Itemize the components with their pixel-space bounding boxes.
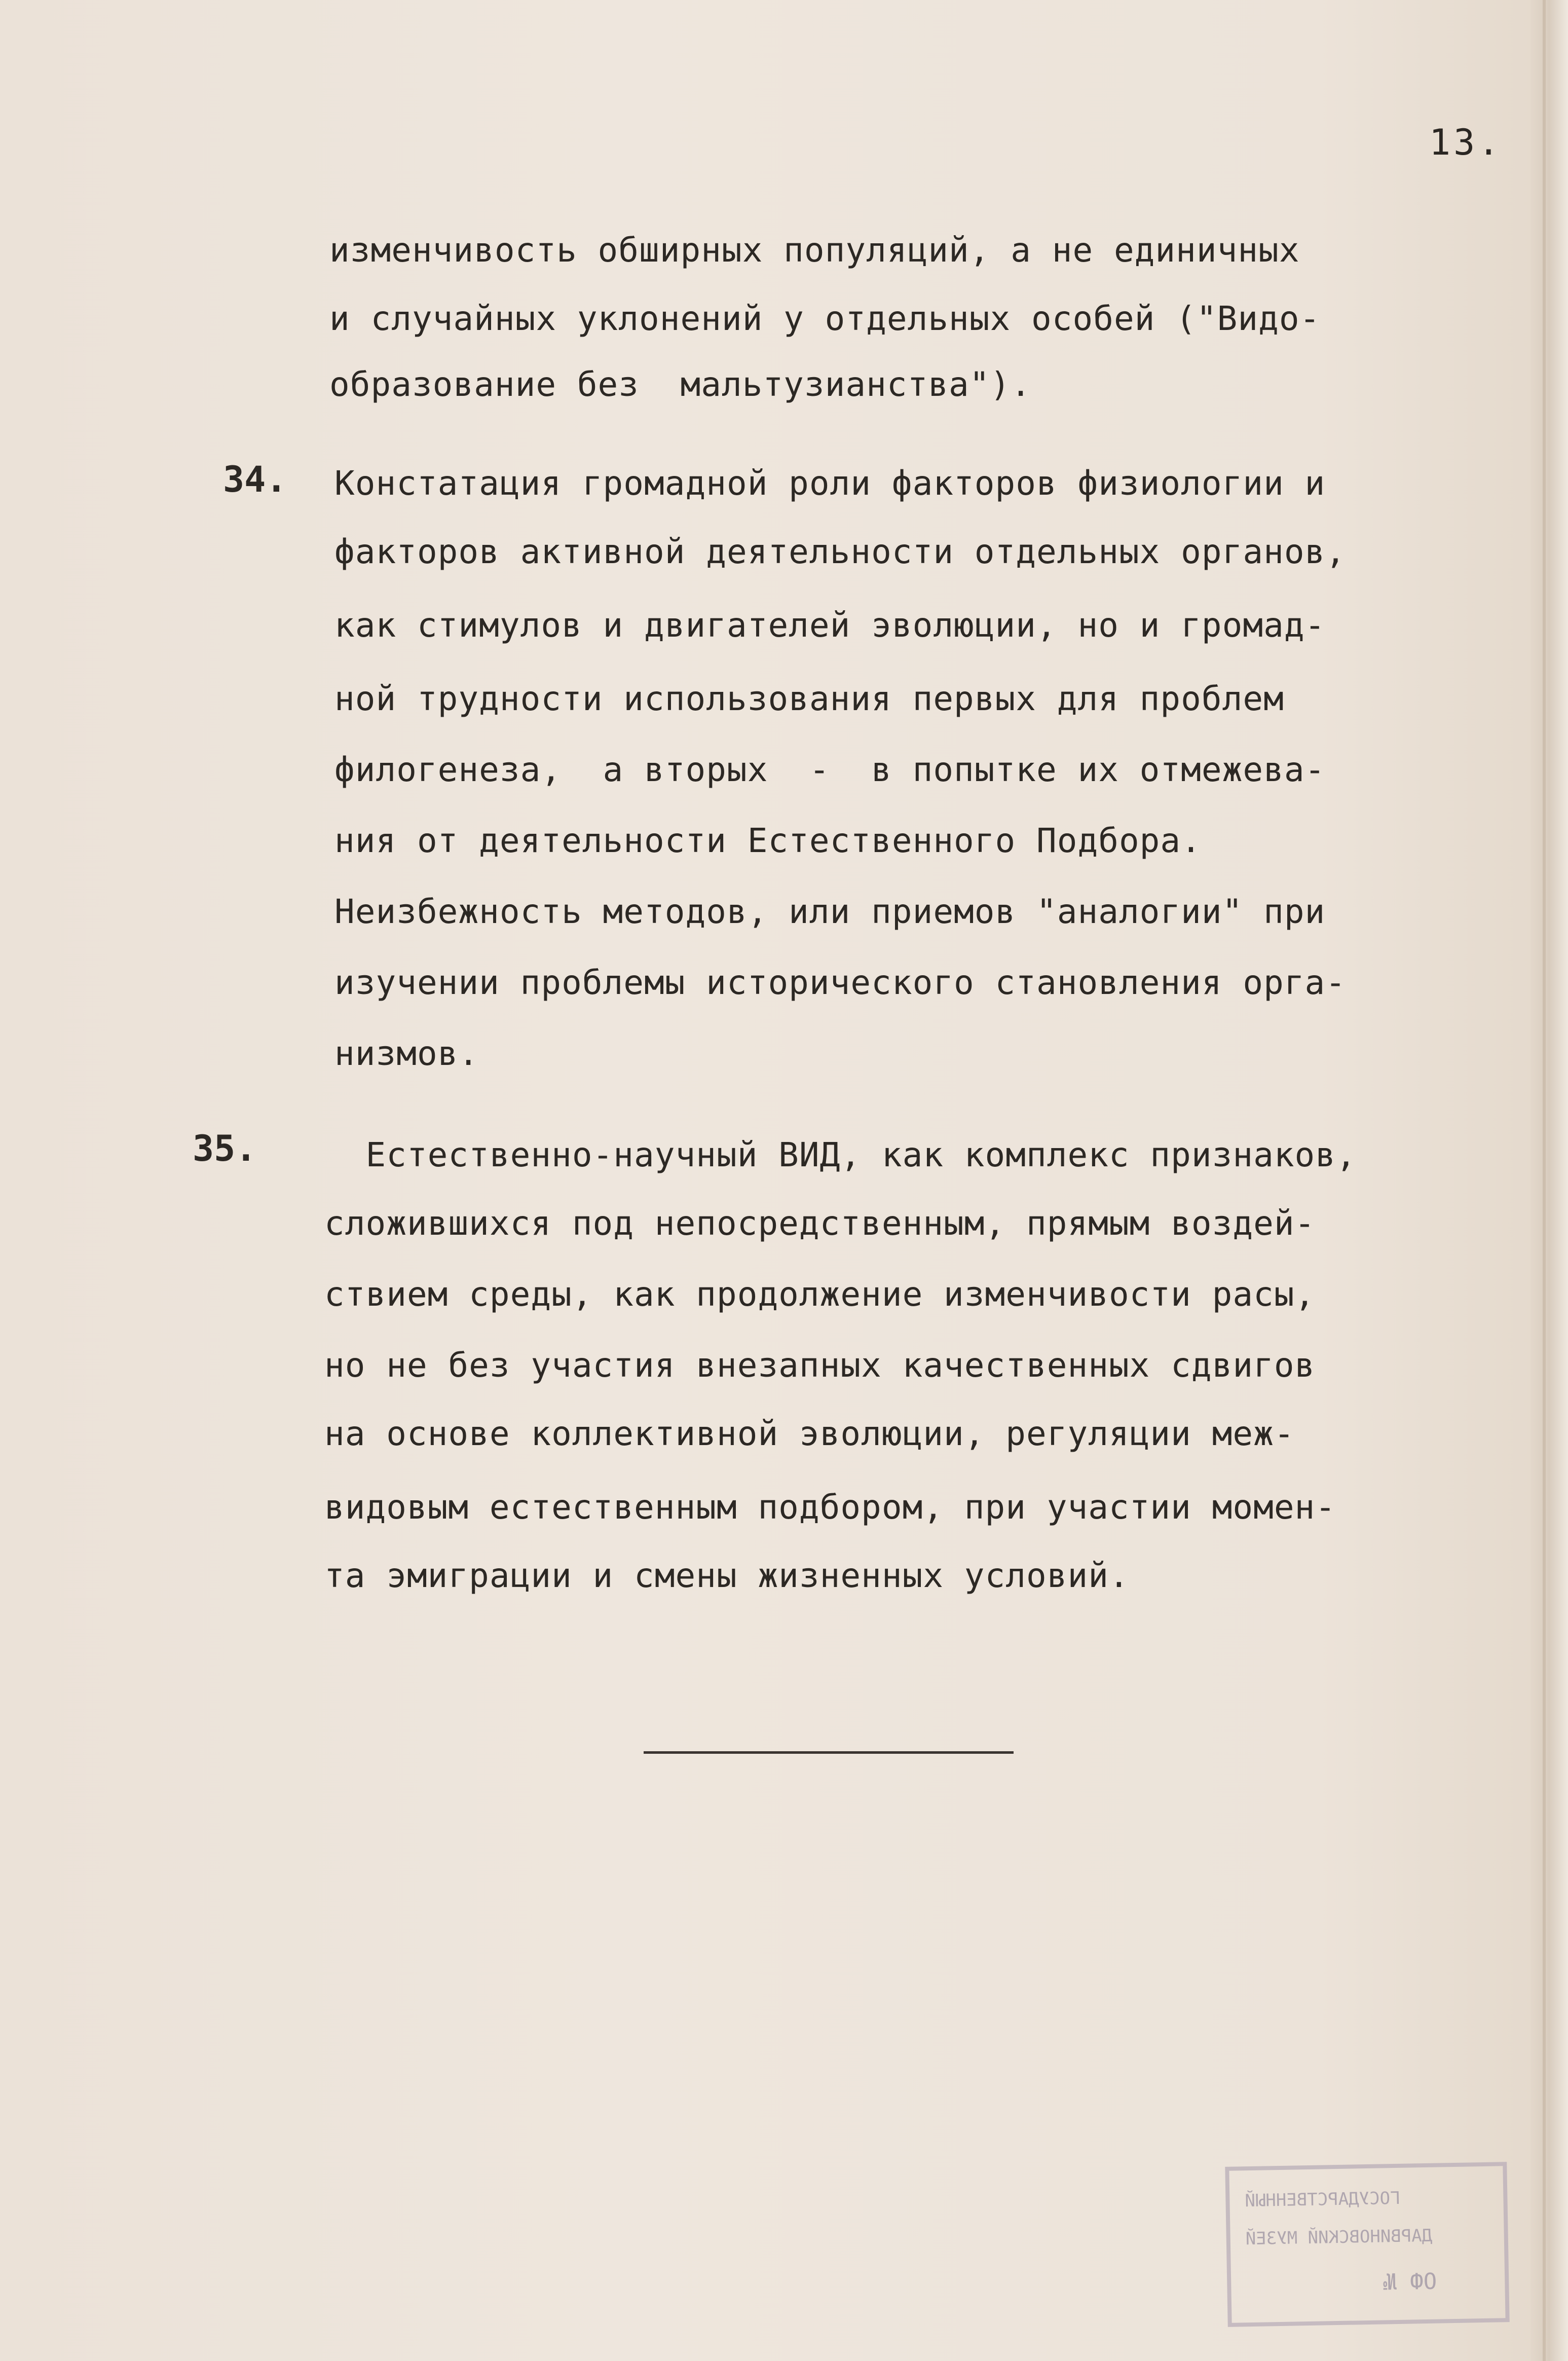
page-edge-shadow (1543, 0, 1546, 2361)
item-34-line: Констатация громадной роли факторов физиологии и (334, 464, 1326, 503)
item-34-line: ной трудности использования первых для проблем (334, 679, 1284, 718)
item-34-line: низмов. (334, 1034, 479, 1073)
paragraph-line: и случайных уклонений у отдельных особей ("Видо- (329, 299, 1321, 338)
museum-stamp (1225, 2162, 1509, 2327)
paragraph-line: изменчивость обширных популяций, а не единичных (329, 231, 1300, 270)
item-number-34: 34. (223, 459, 287, 500)
page-number: 13. (1429, 122, 1503, 163)
stamp-line: ГОСУДАРСТВЕННЫЙ (1245, 2188, 1401, 2211)
item-35-line: ствием среды, как продолжение изменчивости расы, (324, 1275, 1316, 1314)
stamp-line: ОФ № (1383, 2268, 1437, 2296)
item-35-line: на основе коллективной эволюции, регуляции меж- (324, 1414, 1295, 1453)
item-34-line: факторов активной деятельности отдельных органов, (334, 532, 1347, 571)
item-34-line: изучении проблемы исторического становления орга- (334, 963, 1347, 1002)
item-number-35: 35. (193, 1128, 257, 1169)
item-35-line: сложившихся под непосредственным, прямым воздей- (324, 1204, 1316, 1243)
item-34-line: Неизбежность методов, или приемов "аналогии" при (334, 892, 1326, 931)
closing-rule (644, 1751, 1014, 1754)
item-35-line: видовым естественным подбором, при участии момен- (324, 1488, 1336, 1527)
paragraph-line: образование без мальтузианства"). (329, 365, 1032, 404)
item-34-line: как стимулов и двигателей эволюции, но и громад- (334, 606, 1326, 645)
item-35-line: Естественно-научный ВИД, как комплекс признаков, (324, 1135, 1357, 1174)
item-35-line: та эмиграции и смены жизненных условий. (324, 1556, 1130, 1595)
item-35-line: но не без участия внезапных качественных сдвигов (324, 1346, 1316, 1385)
stamp-line: ДАРВИНОВСКИЙ МУЗЕЙ (1245, 2225, 1433, 2249)
item-34-line: филогенеза, а вторых - в попытке их отмежева- (334, 750, 1326, 789)
page-edge (1530, 0, 1568, 2361)
item-34-line: ния от деятельности Естественного Подбора. (334, 821, 1202, 860)
